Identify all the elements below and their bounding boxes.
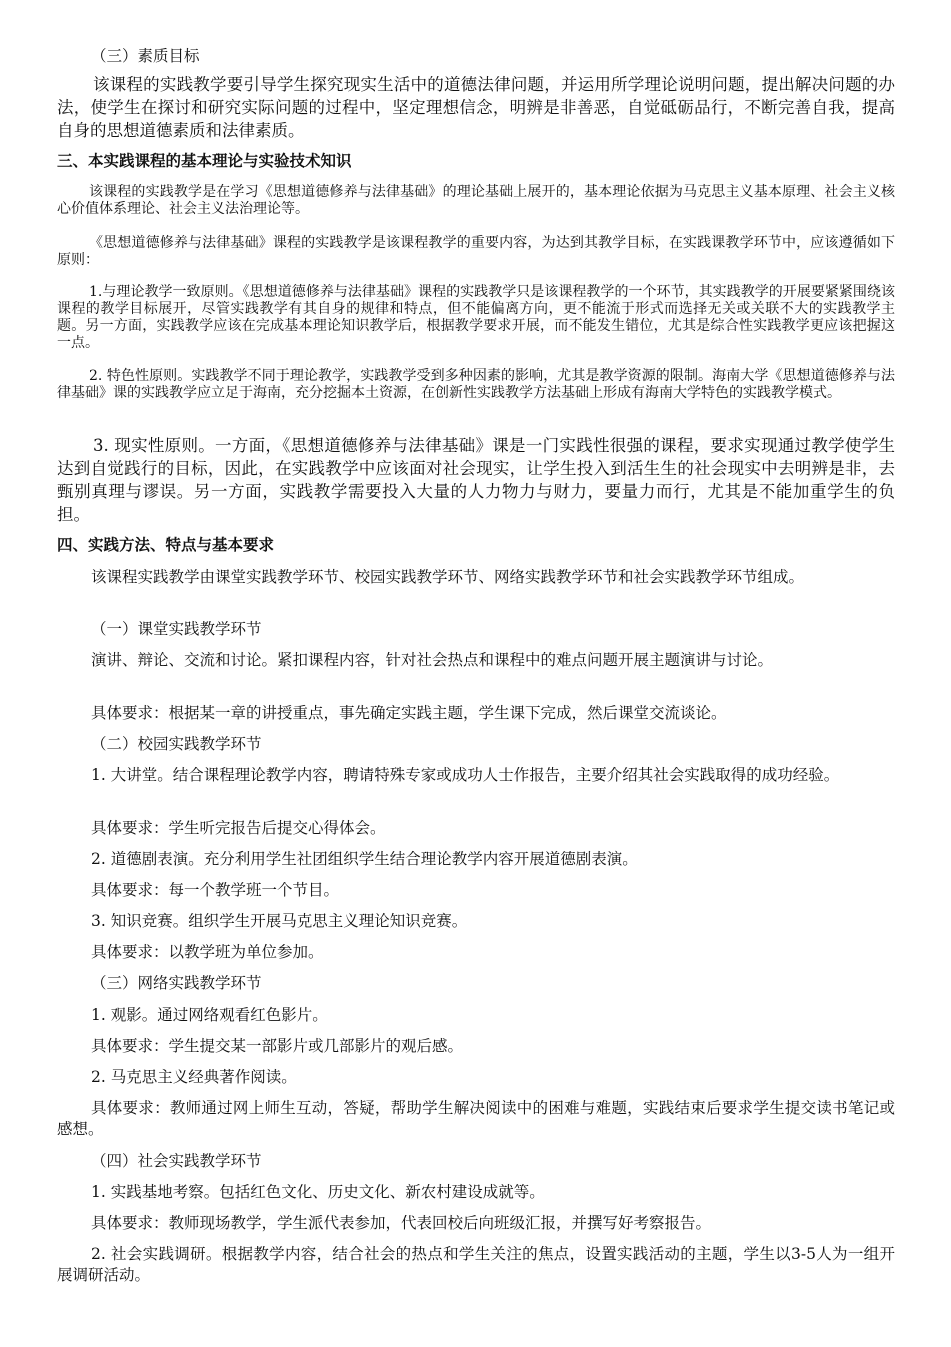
network-reading: 2. 马克思主义经典著作阅读。	[91, 1068, 297, 1086]
campus-drama: 2. 道德剧表演。充分利用学生社团组织学生结合理论教学内容开展道德剧表演。	[91, 850, 638, 868]
social-survey: 2. 社会实践调研。根据教学内容，结合社会的热点和学生关注的焦点，设置实践活动的主题，学生以3-5人为一组开展调研活动。	[57, 1245, 895, 1284]
section-heading-4: 四、实践方法、特点与基本要求	[57, 536, 275, 554]
requirement-lecture: 具体要求：学生听完报告后提交心得体会。	[91, 819, 386, 837]
subheading-classroom: （一）课堂实践教学环节	[91, 620, 262, 638]
requirement-classroom: 具体要求：根据某一章的讲授重点，事先确定实践主题，学生课下完成，然后课堂交流谈论。	[91, 704, 727, 722]
requirement-quiz: 具体要求：以教学班为单位参加。	[91, 943, 324, 961]
campus-lecture: 1. 大讲堂。结合课程理论教学内容，聘请特殊专家或成功人士作报告，主要介绍其社会实践取得的成功经验。	[91, 766, 840, 784]
requirement-reading: 具体要求：教师通过网上师生互动，答疑，帮助学生解决阅读中的困难与难题，实践结束后要求学生提交读书笔记或感想。	[57, 1099, 895, 1138]
subheading-quality-goal: （三）素质目标	[91, 47, 200, 65]
subheading-campus: （二）校园实践教学环节	[91, 735, 262, 753]
paragraph-classroom: 演讲、辩论、交流和讨论。紧扣课程内容，针对社会热点和课程中的难点问题开展主题演讲与讨论。	[91, 651, 774, 669]
principle-consistency: 1.与理论教学一致原则。《思想道德修养与法律基础》课程的实践教学只是该课程教学的一个环节，其实践教学的开展要紧紧围绕该课程的教学目标展开，尽管实践教学有其自身的规律和特点，但不能偏离方向，更不能流于形式而选择无关或关联不大的实践教学主题。另一方面，实践教学应该在完成基本理论知识教学后，根据教学要求开展，而不能发生错位，尤其是综合性实践教学更应该把握这一点。	[57, 284, 895, 351]
principle-reality: 3. 现实性原则。一方面，《思想道德修养与法律基础》课是一门实践性很强的课程，要求实现通过教学使学生达到自觉践行的目标，因此，在实践教学中应该面对社会现实，让学生投入到活生生的社会现实中去明辨是非，去甄别真理与谬误。另一方面，实践教学需要投入大量的人力物力与财力，要量力而行，尤其是不能加重学生的负担。	[57, 436, 895, 524]
paragraph-quality-goal: 该课程的实践教学要引导学生探究现实生活中的道德法律问题，并运用所学理论说明问题，提出解决问题的办法，使学生在探讨和研究实际问题的过程中，坚定理想信念，明辨是非善恶，自觉砥砺品行，不断完善自我，提高自身的思想道德素质和法律素质。	[57, 75, 895, 140]
social-base-visit: 1. 实践基地考察。包括红色文化、历史文化、新农村建设成就等。	[91, 1183, 545, 1201]
principle-characteristic: 2. 特色性原则。实践教学不同于理论教学，实践教学受到多种因素的影响，尤其是教学资源的限制。海南大学《思想道德修养与法律基础》课的实践教学应立足于海南，充分挖掘本土资源，在创新性实践教学方法基础上形成有海南大学特色的实践教学模式。	[57, 368, 895, 401]
paragraph-theory-basis: 该课程的实践教学是在学习《思想道德修养与法律基础》的理论基础上展开的，基本理论依据为马克思主义基本原理、社会主义核心价值体系理论、社会主义法治理论等。	[57, 184, 895, 217]
subheading-social: （四）社会实践教学环节	[91, 1152, 262, 1170]
paragraph-principles-intro: 《思想道德修养与法律基础》课程的实践教学是该课程教学的重要内容，为达到其教学目标，在实践课教学环节中，应该遵循如下原则：	[57, 235, 895, 268]
campus-quiz: 3. 知识竞赛。组织学生开展马克思主义理论知识竞赛。	[91, 912, 468, 930]
requirement-film: 具体要求：学生提交某一部影片或几部影片的观后感。	[91, 1037, 464, 1055]
section-heading-3: 三、本实践课程的基本理论与实验技术知识	[57, 152, 352, 170]
subheading-network: （三）网络实践教学环节	[91, 974, 262, 992]
network-film: 1. 观影。通过网络观看红色影片。	[91, 1006, 328, 1024]
paragraph-practice-intro: 该课程实践教学由课堂实践教学环节、校园实践教学环节、网络实践教学环节和社会实践教学环节组成。	[91, 568, 805, 586]
requirement-base-visit: 具体要求：教师现场教学，学生派代表参加，代表回校后向班级汇报，并撰写好考察报告。	[91, 1214, 712, 1232]
requirement-drama: 具体要求：每一个教学班一个节目。	[91, 881, 340, 899]
